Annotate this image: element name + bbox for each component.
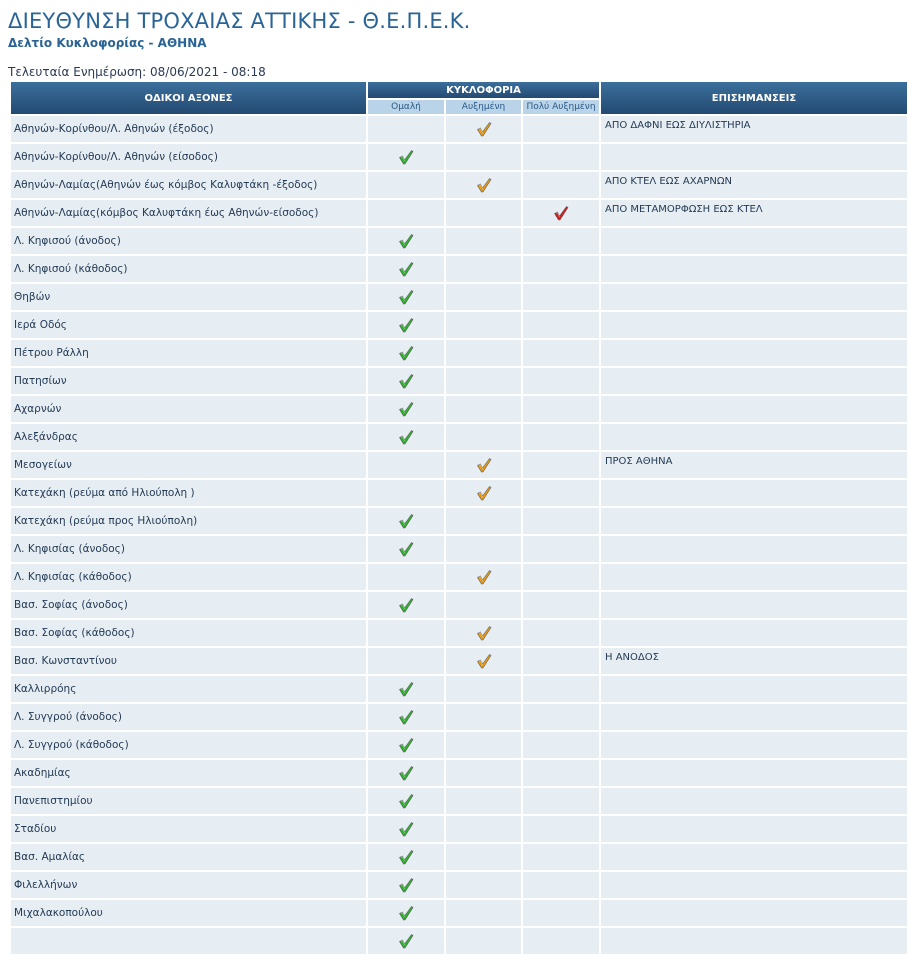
- remark: ΑΠΟ ΔΑΦΝΙ ΕΩΣ ΔΙΥΛΙΣΤΗΡΙΑ: [601, 116, 907, 142]
- table-row: [11, 396, 907, 422]
- table-row: [11, 116, 907, 142]
- status-cell-very: [523, 200, 599, 226]
- orange-check-icon: [476, 485, 492, 501]
- status-cell-very: [523, 116, 599, 142]
- header-very-increased: Πολύ Αυξημένη: [523, 100, 599, 114]
- remark: [601, 564, 907, 590]
- header-notes: ΕΠΙΣΗΜΑΝΣΕΙΣ: [601, 82, 907, 114]
- status-cell-very: [523, 508, 599, 534]
- orange-check-icon: [476, 177, 492, 193]
- green-check-icon: [398, 709, 414, 725]
- status-cell-increased: [446, 172, 521, 198]
- green-check-icon: [398, 401, 414, 417]
- status-cell-very: [523, 592, 599, 618]
- status-cell-increased: [446, 424, 521, 450]
- remark: [601, 900, 907, 926]
- status-cell-increased: [446, 648, 521, 674]
- table-row: [11, 704, 907, 730]
- status-cell-normal: [368, 508, 444, 534]
- header-roads: ΟΔΙΚΟΙ ΑΞΟΝΕΣ: [11, 82, 366, 114]
- green-check-icon: [398, 821, 414, 837]
- green-check-icon: [398, 933, 414, 949]
- green-check-icon: [398, 345, 414, 361]
- table-row: [11, 620, 907, 646]
- road-name: Λ. Κηφισού (κάθοδος): [11, 256, 366, 282]
- remark: [601, 256, 907, 282]
- road-name: Ακαδημίας: [11, 760, 366, 786]
- status-cell-increased: [446, 480, 521, 506]
- remark: [601, 228, 907, 254]
- status-cell-increased: [446, 368, 521, 394]
- status-cell-normal: [368, 648, 444, 674]
- table-row: [11, 648, 907, 674]
- last-update-label: Τελευταία Ενημέρωση:: [8, 65, 147, 79]
- remark: [601, 368, 907, 394]
- orange-check-icon: [476, 121, 492, 137]
- table-row: [11, 592, 907, 618]
- status-cell-increased: [446, 312, 521, 338]
- status-cell-very: [523, 704, 599, 730]
- green-check-icon: [398, 429, 414, 445]
- status-cell-normal: [368, 424, 444, 450]
- remark: [601, 312, 907, 338]
- status-cell-normal: [368, 564, 444, 590]
- status-cell-increased: [446, 816, 521, 842]
- status-cell-normal: [368, 928, 444, 954]
- remark: [601, 844, 907, 870]
- table-row: [11, 732, 907, 758]
- road-name: Λ. Κηφισού (άνοδος): [11, 228, 366, 254]
- table-body: [11, 116, 907, 954]
- red-check-icon: [553, 205, 569, 221]
- header-normal: Ομαλή: [368, 100, 444, 114]
- road-name: Μεσογείων: [11, 452, 366, 478]
- status-cell-increased: [446, 620, 521, 646]
- orange-check-icon: [476, 653, 492, 669]
- status-cell-increased: [446, 788, 521, 814]
- status-cell-normal: [368, 900, 444, 926]
- remark: [601, 620, 907, 646]
- road-name: Βασ. Σοφίας (κάθοδος): [11, 620, 366, 646]
- road-name: Σταδίου: [11, 816, 366, 842]
- green-check-icon: [398, 289, 414, 305]
- remark: Η ΑΝΟΔΟΣ: [601, 648, 907, 674]
- status-cell-increased: [446, 144, 521, 170]
- status-cell-very: [523, 144, 599, 170]
- status-cell-increased: [446, 676, 521, 702]
- table-row: [11, 172, 907, 198]
- green-check-icon: [398, 261, 414, 277]
- table-row: [11, 788, 907, 814]
- status-cell-very: [523, 816, 599, 842]
- status-cell-increased: [446, 900, 521, 926]
- road-name: Βασ. Κωνσταντίνου: [11, 648, 366, 674]
- table-row: [11, 312, 907, 338]
- status-cell-increased: [446, 228, 521, 254]
- status-cell-very: [523, 172, 599, 198]
- status-cell-very: [523, 228, 599, 254]
- status-cell-increased: [446, 844, 521, 870]
- status-cell-increased: [446, 732, 521, 758]
- status-cell-very: [523, 760, 599, 786]
- remark: [601, 928, 907, 954]
- road-name: Αθηνών-Κορίνθου/Λ. Αθηνών (έξοδος): [11, 116, 366, 142]
- road-name: Βασ. Αμαλίας: [11, 844, 366, 870]
- status-cell-normal: [368, 256, 444, 282]
- remark: ΠΡΟΣ ΑΘΗΝΑ: [601, 452, 907, 478]
- green-check-icon: [398, 373, 414, 389]
- status-cell-very: [523, 648, 599, 674]
- status-cell-very: [523, 536, 599, 562]
- green-check-icon: [398, 877, 414, 893]
- remark: [601, 424, 907, 450]
- road-name: Μιχαλακοπούλου: [11, 900, 366, 926]
- status-cell-normal: [368, 368, 444, 394]
- status-cell-increased: [446, 536, 521, 562]
- status-cell-increased: [446, 284, 521, 310]
- status-cell-increased: [446, 116, 521, 142]
- status-cell-normal: [368, 340, 444, 366]
- status-cell-normal: [368, 144, 444, 170]
- remark: [601, 788, 907, 814]
- road-name: Αθηνών-Λαμίας(κόμβος Καλυφτάκη έως Αθηνών-είσοδος): [11, 200, 366, 226]
- green-check-icon: [398, 849, 414, 865]
- status-cell-increased: [446, 256, 521, 282]
- status-cell-very: [523, 368, 599, 394]
- status-cell-increased: [446, 200, 521, 226]
- green-check-icon: [398, 149, 414, 165]
- status-cell-normal: [368, 480, 444, 506]
- status-cell-very: [523, 844, 599, 870]
- remark: [601, 396, 907, 422]
- header-increased: Αυξημένη: [446, 100, 521, 114]
- green-check-icon: [398, 541, 414, 557]
- road-name: Κατεχάκη (ρεύμα από Ηλιούπολη ): [11, 480, 366, 506]
- table-row: [11, 144, 907, 170]
- road-name: Ιερά Οδός: [11, 312, 366, 338]
- status-cell-normal: [368, 872, 444, 898]
- status-cell-increased: [446, 564, 521, 590]
- table-row: [11, 760, 907, 786]
- status-cell-very: [523, 256, 599, 282]
- status-cell-increased: [446, 704, 521, 730]
- orange-check-icon: [476, 457, 492, 473]
- table-row: [11, 256, 907, 282]
- green-check-icon: [398, 681, 414, 697]
- orange-check-icon: [476, 625, 492, 641]
- status-cell-increased: [446, 340, 521, 366]
- status-cell-normal: [368, 536, 444, 562]
- green-check-icon: [398, 513, 414, 529]
- last-update: [8, 65, 266, 79]
- road-name: Λ. Συγγρού (κάθοδος): [11, 732, 366, 758]
- table-row: [11, 368, 907, 394]
- table-row: [11, 872, 907, 898]
- remark: [601, 816, 907, 842]
- green-check-icon: [398, 793, 414, 809]
- status-cell-normal: [368, 200, 444, 226]
- status-cell-very: [523, 284, 599, 310]
- remark: [601, 480, 907, 506]
- status-cell-normal: [368, 172, 444, 198]
- status-cell-very: [523, 928, 599, 954]
- remark: [601, 284, 907, 310]
- orange-check-icon: [476, 569, 492, 585]
- status-cell-increased: [446, 928, 521, 954]
- road-name: Αθηνών-Κορίνθου/Λ. Αθηνών (είσοδος): [11, 144, 366, 170]
- remark: [601, 592, 907, 618]
- status-cell-very: [523, 480, 599, 506]
- green-check-icon: [398, 317, 414, 333]
- status-cell-very: [523, 312, 599, 338]
- road-name: Βασ. Σοφίας (άνοδος): [11, 592, 366, 618]
- remark: [601, 872, 907, 898]
- status-cell-increased: [446, 396, 521, 422]
- status-cell-normal: [368, 788, 444, 814]
- status-cell-normal: [368, 676, 444, 702]
- table-row: [11, 200, 907, 226]
- road-name: Θηβών: [11, 284, 366, 310]
- status-cell-normal: [368, 228, 444, 254]
- status-cell-very: [523, 732, 599, 758]
- road-name: Αθηνών-Λαμίας(Αθηνών έως κόμβος Καλυφτάκη -έξοδος): [11, 172, 366, 198]
- road-name: Πανεπιστημίου: [11, 788, 366, 814]
- status-cell-normal: [368, 116, 444, 142]
- green-check-icon: [398, 765, 414, 781]
- status-cell-very: [523, 424, 599, 450]
- table-row: [11, 536, 907, 562]
- status-cell-very: [523, 396, 599, 422]
- last-update-value: 08/06/2021 - 08:18: [150, 65, 266, 79]
- status-cell-very: [523, 788, 599, 814]
- table-row: [11, 424, 907, 450]
- header-traffic: ΚΥΚΛΟΦΟΡΙΑ: [368, 82, 599, 98]
- remark: [601, 732, 907, 758]
- road-name: Πατησίων: [11, 368, 366, 394]
- page-title: ΔΙΕΥΘΥΝΣΗ ΤΡΟΧΑΙΑΣ ΑΤΤΙΚΗΣ - Θ.Ε.Π.Ε.Κ.: [8, 9, 471, 33]
- road-name: Φιλελλήνων: [11, 872, 366, 898]
- status-cell-very: [523, 564, 599, 590]
- table-row: [11, 480, 907, 506]
- remark: [601, 704, 907, 730]
- status-cell-very: [523, 340, 599, 366]
- status-cell-normal: [368, 452, 444, 478]
- road-name: Καλλιρρόης: [11, 676, 366, 702]
- table-row: [11, 228, 907, 254]
- road-name: Αλεξάνδρας: [11, 424, 366, 450]
- status-cell-increased: [446, 592, 521, 618]
- table-row: [11, 900, 907, 926]
- status-cell-normal: [368, 760, 444, 786]
- table-row: [11, 928, 907, 954]
- status-cell-very: [523, 676, 599, 702]
- remark: ΑΠΟ ΜΕΤΑΜΟΡΦΩΣΗ ΕΩΣ ΚΤΕΛ: [601, 200, 907, 226]
- status-cell-normal: [368, 284, 444, 310]
- road-name: Κατεχάκη (ρεύμα προς Ηλιούπολη): [11, 508, 366, 534]
- remark: [601, 760, 907, 786]
- green-check-icon: [398, 597, 414, 613]
- road-name: Λ. Κηφισίας (άνοδος): [11, 536, 366, 562]
- status-cell-very: [523, 620, 599, 646]
- green-check-icon: [398, 737, 414, 753]
- status-cell-very: [523, 452, 599, 478]
- remark: [601, 676, 907, 702]
- page-subtitle: Δελτίο Κυκλοφορίας - ΑΘΗΝΑ: [8, 36, 207, 50]
- table-row: [11, 844, 907, 870]
- road-name: Αχαρνών: [11, 396, 366, 422]
- remark: [601, 536, 907, 562]
- status-cell-normal: [368, 704, 444, 730]
- road-name: Λ. Συγγρού (άνοδος): [11, 704, 366, 730]
- table-row: [11, 452, 907, 478]
- table-row: [11, 816, 907, 842]
- road-name: [11, 928, 366, 954]
- remark: ΑΠΟ ΚΤΕΛ ΕΩΣ ΑΧΑΡΝΩΝ: [601, 172, 907, 198]
- status-cell-normal: [368, 396, 444, 422]
- green-check-icon: [398, 905, 414, 921]
- table-row: [11, 564, 907, 590]
- traffic-table: [9, 80, 909, 956]
- remark: [601, 340, 907, 366]
- remark: [601, 508, 907, 534]
- status-cell-increased: [446, 760, 521, 786]
- table-row: [11, 676, 907, 702]
- status-cell-increased: [446, 508, 521, 534]
- status-cell-increased: [446, 452, 521, 478]
- green-check-icon: [398, 233, 414, 249]
- status-cell-very: [523, 900, 599, 926]
- status-cell-normal: [368, 844, 444, 870]
- table-row: [11, 340, 907, 366]
- status-cell-increased: [446, 872, 521, 898]
- remark: [601, 144, 907, 170]
- road-name: Πέτρου Ράλλη: [11, 340, 366, 366]
- status-cell-normal: [368, 816, 444, 842]
- status-cell-normal: [368, 312, 444, 338]
- table-row: [11, 508, 907, 534]
- table-row: [11, 284, 907, 310]
- status-cell-normal: [368, 592, 444, 618]
- status-cell-normal: [368, 732, 444, 758]
- road-name: Λ. Κηφισίας (κάθοδος): [11, 564, 366, 590]
- status-cell-normal: [368, 620, 444, 646]
- status-cell-very: [523, 872, 599, 898]
